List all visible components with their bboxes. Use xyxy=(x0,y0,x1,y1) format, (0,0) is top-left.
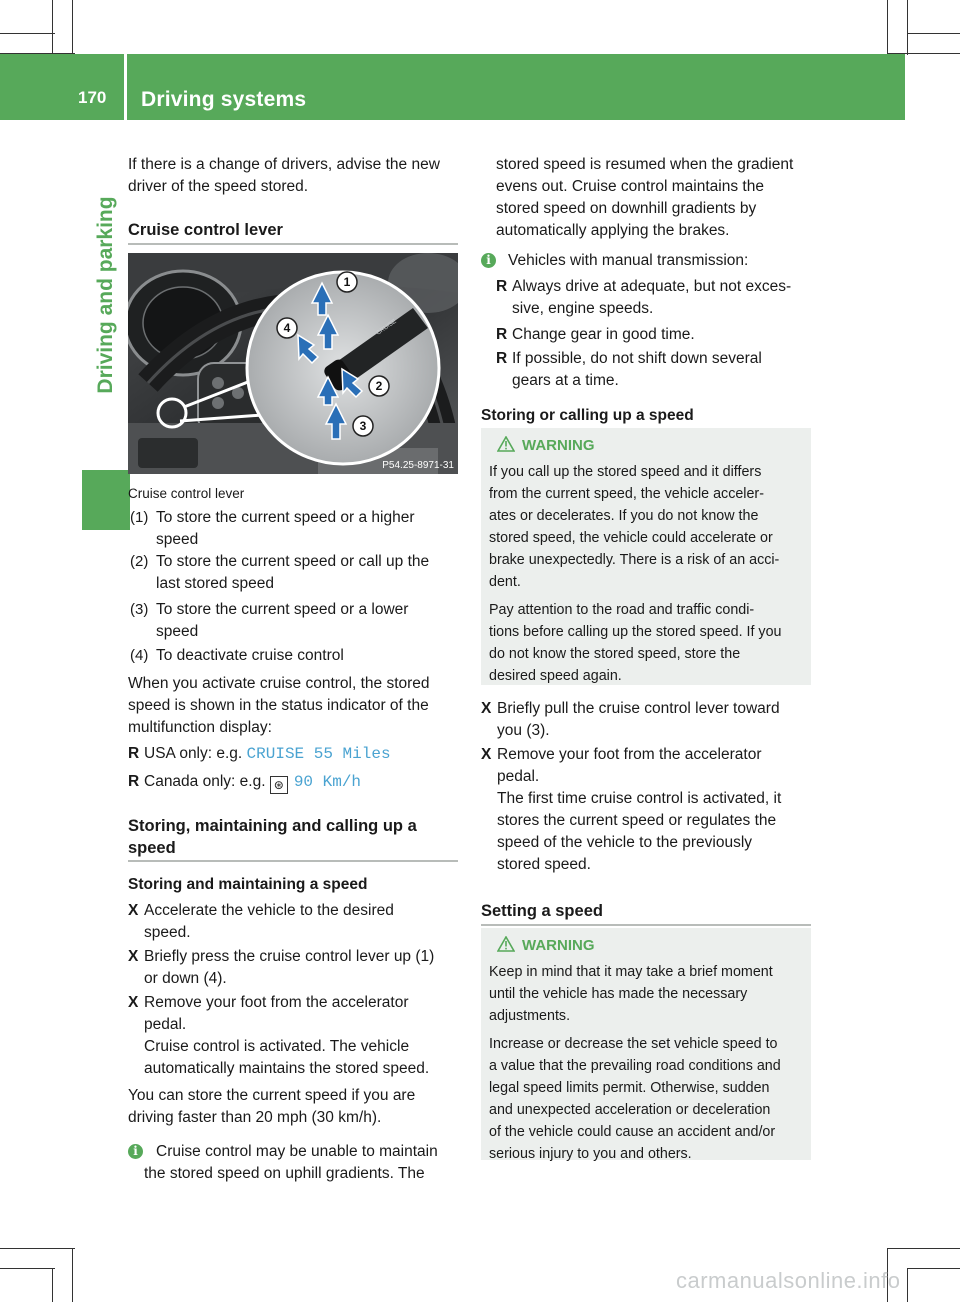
crop-mark xyxy=(907,0,908,55)
legend-item xyxy=(128,551,463,599)
bullet-text xyxy=(144,743,391,765)
svg-text:CRUISE: CRUISE xyxy=(375,318,398,337)
section-tab-marker xyxy=(82,470,130,530)
callout-2-label: 2 xyxy=(375,379,383,393)
cruise-control-lever-figure xyxy=(128,253,458,474)
heading-rule xyxy=(481,924,811,926)
bullet-marker: R xyxy=(496,326,508,343)
text-line: last stored speed xyxy=(156,575,275,592)
text-line: You can store the current speed if you are xyxy=(128,1087,416,1104)
warning-triangle-icon xyxy=(497,936,515,952)
text-line: Remove your foot from the accelerator xyxy=(497,746,762,763)
crop-mark xyxy=(887,0,888,55)
text-line: dent. xyxy=(489,574,521,590)
ref-number: 4 xyxy=(208,970,218,987)
step-item: X Briefly pull the cruise control lever toward you (3). xyxy=(481,700,780,739)
text-line: Briefly press the cruise control lever up xyxy=(144,948,416,965)
text-line: a value that the prevailing road conditions and xyxy=(489,1058,781,1074)
crop-mark xyxy=(72,1248,73,1302)
crop-mark xyxy=(52,0,53,55)
ref-number: 3 xyxy=(531,722,541,739)
text-line: driver of the speed stored. xyxy=(128,178,309,195)
legend-num-3: (3) xyxy=(130,601,149,618)
info-icon: i xyxy=(128,1144,143,1159)
step-arrow-icon: X xyxy=(128,948,139,965)
crop-mark xyxy=(907,1268,960,1269)
figure-caption: Cruise control lever xyxy=(128,486,245,501)
step-item xyxy=(128,992,463,1092)
text-line: the stored speed on uphill gradients. The xyxy=(144,1165,425,1182)
text-line: of the vehicle could cause an accident and/or xyxy=(489,1124,776,1140)
text-line: speed of the vehicle to the previously xyxy=(497,834,753,851)
text-line: ates or decelerates. If you do not know the xyxy=(489,508,759,524)
section-heading-calling: Storing or calling up a speed xyxy=(481,407,694,424)
text-line: and unexpected acceleration or deceleration xyxy=(489,1102,771,1118)
warning-triangle-icon xyxy=(497,436,515,452)
step-arrow-icon: X xyxy=(128,902,139,919)
bullet-marker: R xyxy=(128,745,140,762)
step-item xyxy=(128,900,463,946)
step-arrow-icon: X xyxy=(128,994,139,1011)
text-line: until the vehicle has made the necessary xyxy=(489,986,748,1002)
header-divider xyxy=(124,54,127,120)
step-arrow-icon: X xyxy=(481,746,492,763)
page-header xyxy=(0,54,905,120)
heading-rule xyxy=(128,860,458,862)
bullet-item xyxy=(496,276,821,324)
warning-text xyxy=(489,961,807,1165)
section-heading-lever: Cruise control lever xyxy=(128,221,283,239)
legend-item xyxy=(128,599,463,645)
text-line: Remove your foot from the accelerator xyxy=(144,994,409,1011)
activate-paragraph xyxy=(128,673,463,739)
text-line: stored speed is resumed when the gradient xyxy=(496,156,794,173)
text-line: To store the current speed or call up the xyxy=(156,553,430,570)
text-line: gears at a time. xyxy=(512,372,619,389)
text-line: speed xyxy=(156,623,199,640)
text-line: or down xyxy=(144,970,204,987)
legend-number: 4 xyxy=(135,647,144,664)
text-line: tions before calling up the stored speed. If you xyxy=(489,624,782,640)
info-icon: i xyxy=(481,253,496,268)
cruise-control-icon: ⊛ xyxy=(270,776,288,794)
section-side-label xyxy=(82,120,130,470)
warning-title: WARNING xyxy=(522,937,595,954)
text-line: automatically applying the brakes. xyxy=(496,222,730,239)
text-line: Always drive at adequate, but not exces- xyxy=(512,278,792,295)
bullet-prefix: USA only: e.g. xyxy=(144,745,247,762)
legend-item xyxy=(128,507,463,551)
page-number: 170 xyxy=(78,88,107,107)
text-line: multifunction display: xyxy=(128,719,272,736)
text-line: serious injury to you and others. xyxy=(489,1146,692,1162)
bullet-marker: R xyxy=(496,278,508,295)
figure-code: P54.25-8971-31 xyxy=(382,460,454,471)
legend-number: 1 xyxy=(135,509,144,526)
text-line: pedal. xyxy=(497,768,540,785)
text-line: pedal. xyxy=(144,1016,187,1033)
text-line: stored speed on downhill gradients by xyxy=(496,200,757,217)
text-line: adjustments. xyxy=(489,1008,571,1024)
text-line: If there is a change of drivers, advise the new xyxy=(128,156,440,173)
crop-mark xyxy=(0,1248,75,1249)
step-list-left xyxy=(128,900,463,1092)
step-item: X Briefly press the cruise control lever up (1) or down (4). xyxy=(128,948,435,987)
bullet-marker: R xyxy=(496,350,508,367)
manual-bullets xyxy=(496,276,821,394)
bullet-marker: R xyxy=(128,773,140,790)
heading-line: speed xyxy=(128,839,176,857)
bullet-item xyxy=(496,348,821,394)
crop-mark xyxy=(0,33,55,34)
text-line: When you activate cruise control, the stored xyxy=(128,675,430,692)
text-line: Cruise control may be unable to maintain xyxy=(156,1143,438,1160)
manual-transmission-note: Vehicles with manual transmission: xyxy=(508,252,749,269)
text-line: from the current speed, the vehicle acceler- xyxy=(489,486,764,502)
step-item xyxy=(481,744,816,884)
text-line: stored speed, the vehicle could accelerate or xyxy=(489,530,773,546)
text-line: Accelerate the vehicle to the desired xyxy=(144,902,394,919)
figure-legend xyxy=(128,507,463,669)
crop-mark xyxy=(52,1268,53,1302)
text-line: Increase or decrease the set vehicle speed to xyxy=(489,1036,778,1052)
section-heading-setting: Setting a speed xyxy=(481,902,603,920)
text-line: automatically maintains the stored speed. xyxy=(144,1060,430,1077)
text-line: Change gear in good time. xyxy=(512,326,695,343)
intro-paragraph xyxy=(128,154,463,198)
text-line: speed. xyxy=(144,924,191,941)
callout-3-label: 3 xyxy=(359,419,367,433)
warning-title: WARNING xyxy=(522,437,595,454)
legend-item xyxy=(128,645,463,669)
text-line: Keep in mind that it may take a brief moment xyxy=(489,964,773,980)
text-line: If possible, do not shift down several xyxy=(512,350,762,367)
text-line: do not know the stored speed, store the xyxy=(489,646,741,662)
bullet-prefix: Canada only: e.g. xyxy=(144,773,270,790)
legend-num-2: (2) xyxy=(130,553,149,570)
legend-number: 3 xyxy=(135,601,144,618)
text-line: speed is shown in the status indicator of the xyxy=(128,697,429,714)
info-note-continued xyxy=(496,154,821,242)
text-line: To deactivate cruise control xyxy=(156,647,344,664)
bullet-text xyxy=(144,771,361,794)
text-line: you xyxy=(497,722,527,739)
step-arrow-icon: X xyxy=(481,700,492,717)
crop-mark xyxy=(72,0,73,55)
text-line: To store the current speed or a lower xyxy=(156,601,409,618)
heading-line: Storing, maintaining and calling up a xyxy=(128,817,417,835)
text-line: speed xyxy=(156,531,199,548)
text-line: Briefly pull the cruise control lever toward xyxy=(497,700,780,717)
text-line: stores the current speed or regulates the xyxy=(497,812,777,829)
text-line: sive, engine speeds. xyxy=(512,300,654,317)
step-list-right xyxy=(481,698,816,884)
text-line: Cruise control is activated. The vehicle xyxy=(144,1038,410,1055)
callout-1-label: 1 xyxy=(343,275,351,289)
text-line: stored speed. xyxy=(497,856,591,873)
callout-4-label: 4 xyxy=(283,321,291,335)
page-title: Driving systems xyxy=(141,88,307,111)
text-line: The first time cruise control is activated, it xyxy=(497,790,782,807)
crop-mark xyxy=(907,1268,908,1302)
text-line: If you call up the stored speed and it differs xyxy=(489,464,762,480)
text-line: evens out. Cruise control maintains the xyxy=(496,178,764,195)
store-speed-paragraph xyxy=(128,1085,463,1129)
legend-number: 2 xyxy=(135,553,144,570)
display-readout: CRUISE 55 Miles xyxy=(246,745,391,763)
text-line: driving faster than 20 mph (30 km/h). xyxy=(128,1109,382,1126)
text-line: brake unexpectedly. There is a risk of an acci- xyxy=(489,552,780,568)
ref-number: 1 xyxy=(420,948,430,965)
crop-mark xyxy=(887,1248,960,1249)
info-note-uphill xyxy=(144,1141,466,1185)
subheading-storing-maintaining: Storing and maintaining a speed xyxy=(128,876,368,893)
text-line: Pay attention to the road and traffic condi- xyxy=(489,602,755,618)
crop-mark xyxy=(0,1268,55,1269)
legend-num-1: (1) xyxy=(130,509,149,526)
text-line: To store the current speed or a higher xyxy=(156,509,415,526)
display-readout: 90 Km/h xyxy=(293,773,362,791)
section-heading-storing xyxy=(128,815,463,859)
side-label-text: Driving and parking xyxy=(94,196,117,394)
warning-text xyxy=(489,461,807,687)
heading-rule xyxy=(128,243,458,245)
watermark: carmanualsonline.info xyxy=(676,1268,901,1293)
text-line: legal speed limits permit. Otherwise, sudden xyxy=(489,1080,770,1096)
bullet-item xyxy=(496,324,821,348)
crop-mark xyxy=(907,33,960,34)
text-line: desired speed again. xyxy=(489,668,622,684)
legend-num-4: (4) xyxy=(130,647,149,664)
